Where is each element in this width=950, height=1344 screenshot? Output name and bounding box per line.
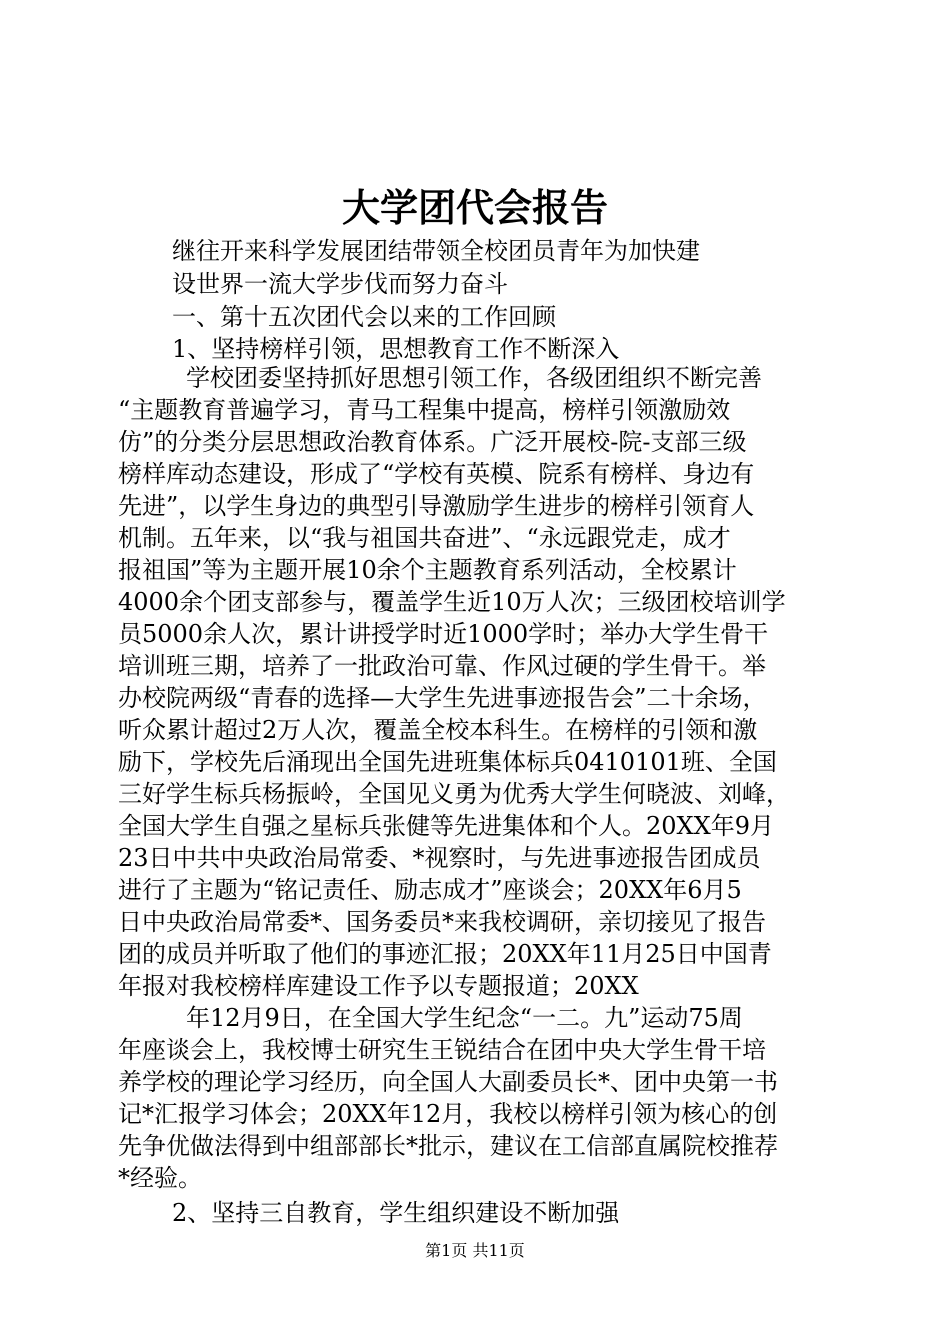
paragraph-line: 听众累计超过2万人次，覆盖全校本科生。在榜样的引领和激 — [118, 716, 758, 744]
paragraph-line: 进行了主题为“铭记责任、励志成才”座谈会；20XX年6月5 — [118, 876, 742, 904]
paragraph-line: 办校院两级“青春的选择—大学生先进事迹报告会”二十余场， — [118, 684, 767, 712]
paragraph-line: 报祖国”等为主题开展10余个主题教育系列活动，全校累计 — [118, 556, 737, 584]
paragraph-line: 培训班三期，培养了一批政治可靠、作风过硬的学生骨干。举 — [118, 652, 766, 680]
paragraph-line: 员5000余人次，累计讲授学时近1000学时；举办大学生骨干 — [118, 620, 769, 648]
paragraph-line: 养学校的理论学习经历，向全国人大副委员长*、团中央第一书 — [118, 1068, 778, 1096]
paragraph-line: 机制。五年来，以“我与祖国共奋进”、“永远跟党走，成才 — [118, 524, 731, 552]
paragraph-line: 学校团委坚持抓好思想引领工作，各级团组织不断完善 — [186, 364, 762, 392]
paragraph-line: 记*汇报学习体会；20XX年12月，我校以榜样引领为核心的创 — [118, 1100, 778, 1128]
paragraph-line: 榜样库动态建设，形成了“学校有英模、院系有榜样、身边有 — [118, 460, 755, 488]
paragraph-line: 日中央政治局常委*、国务委员*来我校调研，亲切接见了报告 — [118, 908, 766, 936]
paragraph-line: 年报对我校榜样库建设工作予以专题报道；20XX — [118, 972, 639, 1000]
paragraph-line: 23日中共中央政治局常委、*视察时，与先进事迹报告团成员 — [118, 844, 761, 872]
paragraph-line: 先争优做法得到中组部部长*批示，建议在工信部直属院校推荐 — [118, 1132, 778, 1160]
paragraph-line: 仿”的分类分层思想政治教育体系。广泛开展校-院-支部三级 — [118, 428, 747, 456]
paragraph-line: 年座谈会上，我校博士研究生王锐结合在团中央大学生骨干培 — [118, 1036, 766, 1064]
page-title: 大学团代会报告 — [341, 185, 608, 230]
subheading: 1、坚持榜样引领，思想教育工作不断深入 — [172, 335, 620, 363]
paragraph-line: 团的成员并听取了他们的事迹汇报；20XX年11月25日中国青 — [118, 940, 772, 968]
paragraph-line: 三好学生标兵杨振岭，全国见义勇为优秀大学生何晓波、刘峰， — [118, 780, 790, 808]
paragraph-line: “主题教育普遍学习，青马工程集中提高，榜样引领激励效 — [118, 396, 731, 424]
paragraph-line: 先进”，以学生身边的典型引导激励学生进步的榜样引领育人 — [118, 492, 755, 520]
subtitle-line: 继往开来科学发展团结带领全校团员青年为加快建 — [172, 237, 700, 265]
paragraph-line: 励下，学校先后涌现出全国先进班集体标兵0410101班、全国 — [118, 748, 777, 776]
section-heading: 一、第十五次团代会以来的工作回顾 — [172, 303, 556, 331]
paragraph-line: 年12月9日，在全国大学生纪念“一二。九”运动75周 — [186, 1004, 743, 1032]
subheading: 2、坚持三自教育，学生组织建设不断加强 — [172, 1199, 620, 1227]
paragraph-line: 全国大学生自强之星标兵张健等先进集体和个人。20XX年9月 — [118, 812, 774, 840]
paragraph-line: 4000余个团支部参与，覆盖学生近10万人次；三级团校培训学 — [118, 588, 786, 616]
subtitle-line: 设世界一流大学步伐而努力奋斗 — [172, 270, 508, 298]
paragraph-line: *经验。 — [118, 1164, 202, 1192]
page-number: 第1页 共11页 — [425, 1241, 525, 1260]
